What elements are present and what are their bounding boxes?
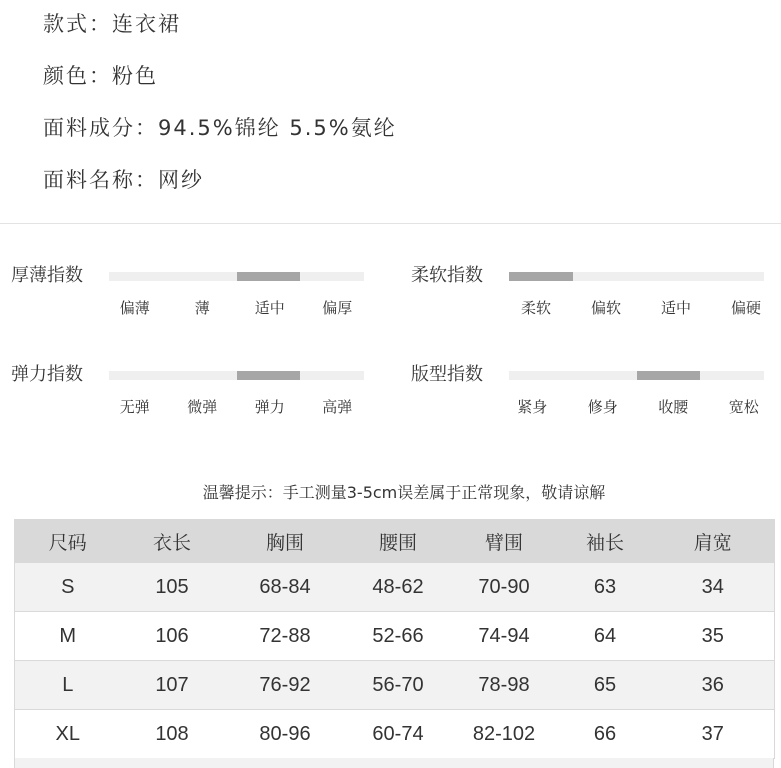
header-sleeve: 袖长	[559, 520, 652, 563]
tick-label: 无弹	[119, 398, 150, 416]
table-row	[15, 661, 775, 710]
table-cell: XL	[15, 710, 121, 759]
table-header-row	[15, 520, 775, 563]
tick-label: 薄	[194, 299, 210, 317]
table-cell: 37	[652, 710, 775, 759]
index-selected-segment	[637, 371, 701, 380]
tick-label: 偏薄	[119, 299, 150, 317]
index-ticks	[101, 298, 371, 318]
header-size: 尺码	[15, 520, 121, 563]
table-cell: L	[15, 661, 121, 710]
table-cell: 106	[121, 612, 224, 661]
header-length: 衣长	[121, 520, 224, 563]
attr-value: 网纱	[158, 168, 204, 192]
table-cell: 80-96	[224, 710, 347, 759]
attr-composition	[43, 104, 397, 156]
index-selected-segment	[509, 272, 573, 281]
index-title: 版型指数	[411, 364, 483, 385]
size-table	[14, 519, 775, 759]
table-cell: M	[15, 612, 121, 661]
tick-label: 柔软	[520, 299, 551, 317]
attr-fabric	[43, 156, 397, 208]
tick-label: 偏软	[590, 299, 621, 317]
index-ticks	[497, 397, 779, 417]
table-cell: S	[15, 563, 121, 612]
index-selected-segment	[237, 371, 301, 380]
tick-label: 微弹	[187, 398, 218, 416]
table-cell: 64	[559, 612, 652, 661]
table-cell: 52-66	[347, 612, 450, 661]
table-cell: 72-88	[224, 612, 347, 661]
header-arm: 臂围	[450, 520, 559, 563]
tick-label: 适中	[254, 299, 285, 317]
table-cell: 107	[121, 661, 224, 710]
index-selected-segment	[237, 272, 301, 281]
index-track	[509, 272, 764, 281]
table-row	[15, 563, 775, 612]
attr-label: 面料成分：	[43, 116, 158, 140]
table-cell: 68-84	[224, 563, 347, 612]
index-title: 柔软指数	[411, 265, 483, 286]
table-row	[15, 710, 775, 759]
product-attributes	[43, 0, 397, 208]
index-track	[509, 371, 764, 380]
index-track	[109, 272, 364, 281]
table-cell: 63	[559, 563, 652, 612]
tick-label: 高弹	[322, 398, 353, 416]
table-cell: 60-74	[347, 710, 450, 759]
tick-label: 偏硬	[730, 299, 761, 317]
tick-label: 宽松	[728, 398, 759, 416]
table-cell: 56-70	[347, 661, 450, 710]
table-cell: 35	[652, 612, 775, 661]
table-cell: 76-92	[224, 661, 347, 710]
section-divider	[0, 223, 781, 224]
index-track	[109, 371, 364, 380]
table-row	[15, 612, 775, 661]
index-ticks	[101, 397, 371, 417]
attr-value: 94.5%锦纶 5.5%氨纶	[158, 116, 397, 140]
table-cell: 66	[559, 710, 652, 759]
tick-label: 弹力	[254, 398, 285, 416]
table-cell: 36	[652, 661, 775, 710]
header-waist: 腰围	[347, 520, 450, 563]
attr-label: 面料名称：	[43, 168, 158, 192]
index-ticks	[501, 298, 781, 318]
tick-label: 紧身	[517, 398, 548, 416]
tick-label: 适中	[660, 299, 691, 317]
table-row-partial	[14, 758, 774, 768]
tick-label: 修身	[587, 398, 618, 416]
table-cell: 34	[652, 563, 775, 612]
table-cell: 82-102	[450, 710, 559, 759]
table-cell: 48-62	[347, 563, 450, 612]
table-cell: 70-90	[450, 563, 559, 612]
attr-label: 款式：	[43, 12, 112, 36]
attr-value: 连衣裙	[112, 12, 181, 36]
header-bust: 胸围	[224, 520, 347, 563]
measurement-notice: 温馨提示：手工测量3-5cm误差属于正常现象，敬请谅解	[202, 483, 606, 502]
attr-style	[43, 0, 397, 52]
table-cell: 65	[559, 661, 652, 710]
index-title: 厚薄指数	[11, 265, 83, 286]
tick-label: 收腰	[658, 398, 689, 416]
table-cell: 108	[121, 710, 224, 759]
table-cell: 74-94	[450, 612, 559, 661]
table-cell: 78-98	[450, 661, 559, 710]
attr-color	[43, 52, 397, 104]
attr-value: 粉色	[112, 64, 158, 88]
tick-label: 偏厚	[322, 299, 353, 317]
index-title: 弹力指数	[11, 364, 83, 385]
header-shoulder: 肩宽	[652, 520, 775, 563]
attr-label: 颜色：	[43, 64, 112, 88]
table-cell: 105	[121, 563, 224, 612]
